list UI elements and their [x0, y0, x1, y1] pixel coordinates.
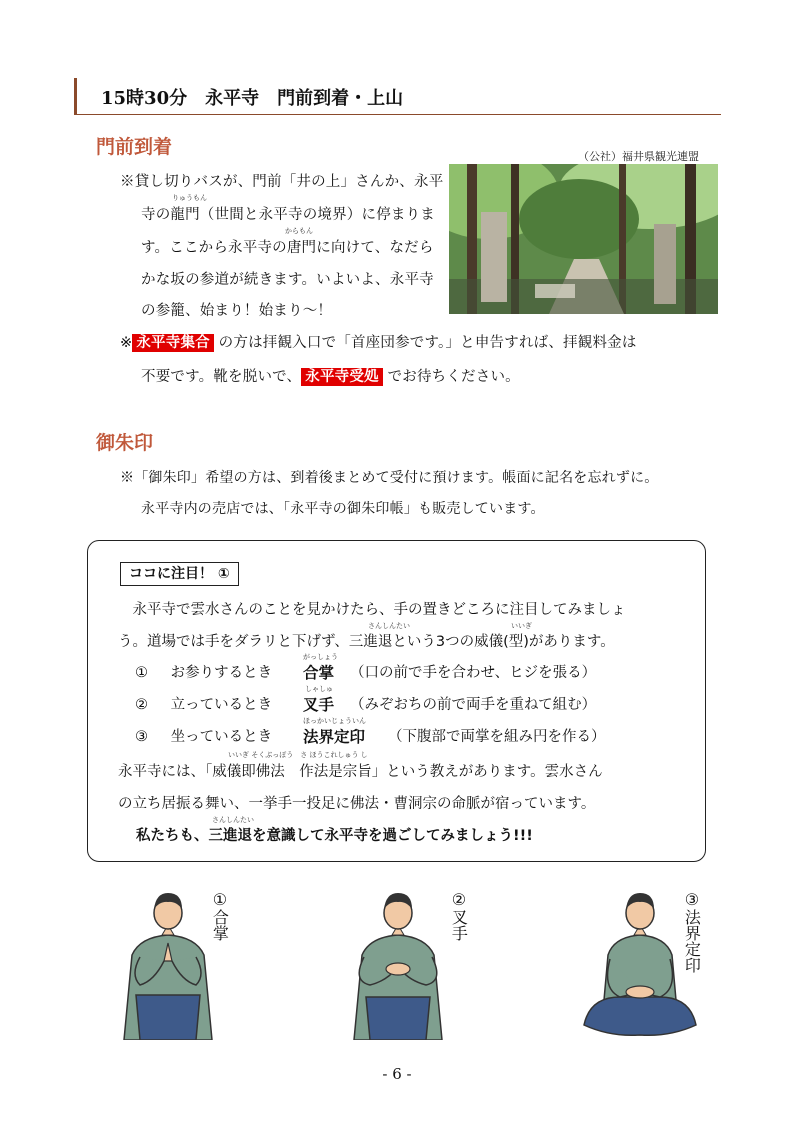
focus-p1: 永平寺で雲水さんのことを見かけたら、手の置きどころに注目してみましょ — [118, 602, 626, 618]
ruby-p3: いいぎ そくぶっぽう さ ほうこれしゅう し — [228, 751, 368, 759]
focus-title: ココに注目！ ① — [120, 562, 239, 586]
admission-note-2 — [141, 365, 520, 386]
photo-credit: （公社）福井県観光連盟 — [578, 150, 699, 163]
item-when: 坐っているとき — [170, 729, 273, 745]
ruby-sanshintai: さんしんたい — [368, 622, 410, 630]
focus-p3: 永平寺には、「威儀即佛法 作法是宗旨」という教えがあります。雲水さん — [118, 764, 603, 780]
ruby-hokkai: ほっかいじょういん — [303, 717, 366, 725]
ruby-ryumon: りゅうもん — [172, 194, 207, 202]
note-line2b: でお待ちください。 — [387, 369, 520, 385]
arrival-line-5: の参籠、始まり！始まり～！ — [141, 303, 333, 319]
admission-note — [120, 331, 637, 352]
arrival-line-4: かな坂の参道が続きます。いよいよ、永平寺 — [141, 272, 434, 288]
arrival-line-2: 寺の龍門（世間と永平寺の境界）に停まりま — [141, 207, 435, 223]
term-shashu: 叉手 — [303, 696, 335, 714]
ruby-igi: いいぎ — [511, 622, 532, 630]
focus-p4: の立ち居振る舞い、一挙手一投足に佛法・曹洞宗の命脈が宿っています。 — [118, 796, 596, 812]
goshuin-line-1: ※「御朱印」希望の方は、到着後まとめて受付に預けます。帳面に記名を忘れずに。 — [120, 470, 659, 486]
note-line2a: 不要です。靴を脱いで、 — [141, 369, 302, 385]
figure-label-1 — [210, 890, 228, 941]
figure-label: 叉手 — [449, 909, 469, 941]
goshuin-line-2: 永平寺内の売店では、「永平寺の御朱印帳」も販売しています。 — [141, 501, 545, 517]
desc-gassho: （口の前で手を合わせ、ヒジを張る） — [350, 665, 597, 681]
note-mid: の方は拝観入口で「首座団参です。」と申告すれば、拝観料金は — [218, 335, 637, 351]
item-num: ② — [135, 697, 148, 713]
figure-num: ③ — [682, 890, 702, 909]
ruby-karamon: からもん — [285, 227, 313, 235]
item-num: ③ — [135, 729, 148, 745]
term-gassho: 合掌 — [303, 664, 335, 682]
temple-approach-photo — [449, 164, 718, 314]
focus-item-3 — [135, 725, 272, 746]
focus-item-1 — [135, 661, 272, 682]
desc-shashu: （みぞおちの前で両手を重ねて組む） — [350, 697, 597, 713]
goshuin-title: 御朱印 — [96, 432, 154, 454]
desc-hokkai-join: （下腹部で両掌を組み円を作る） — [388, 729, 606, 745]
figure-label-3 — [682, 890, 700, 973]
badge-group-meeting: 永平寺集合 — [132, 334, 214, 352]
item-when: お参りするとき — [170, 665, 273, 681]
ruby-p5: さんしんたい — [212, 816, 254, 824]
ruby-gassho: がっしょう — [303, 653, 338, 661]
focus-p2: う。道場では手をダラリと下げず、三進退という3つの威儀(型)があります。 — [118, 634, 615, 650]
focus-item-2 — [135, 693, 272, 714]
figure-label-2 — [449, 890, 467, 941]
photo-illustration — [449, 164, 718, 314]
ruby-shashu: しゃしゅ — [305, 685, 333, 693]
figure-num: ② — [449, 890, 469, 909]
item-num: ① — [135, 665, 148, 681]
shashu-figure — [340, 885, 460, 1040]
item-when: 立っているとき — [170, 697, 273, 713]
figure-num: ① — [210, 890, 230, 909]
note-prefix: ※ — [120, 335, 133, 351]
arrival-line-3: す。ここから永平寺の唐門に向けて、なだら — [141, 240, 434, 256]
page-number: - 6 - — [382, 1065, 412, 1083]
term-hokkai-join: 法界定印 — [303, 728, 366, 746]
header-title: 15時30分 永平寺 門前到着・上山 — [101, 88, 404, 109]
arrival-line-1: ※貸し切りバスが、門前「井の上」さんか、永平 — [120, 174, 444, 190]
arrival-title: 門前到着 — [96, 136, 173, 158]
figure-label: 法界定印 — [682, 909, 702, 973]
badge-reception: 永平寺受処 — [301, 368, 383, 386]
section-header — [74, 78, 721, 115]
focus-p5: 私たちも、三進退を意識して永平寺を過ごしてみましょう!!! — [136, 828, 533, 844]
figure-label: 合掌 — [210, 909, 230, 941]
